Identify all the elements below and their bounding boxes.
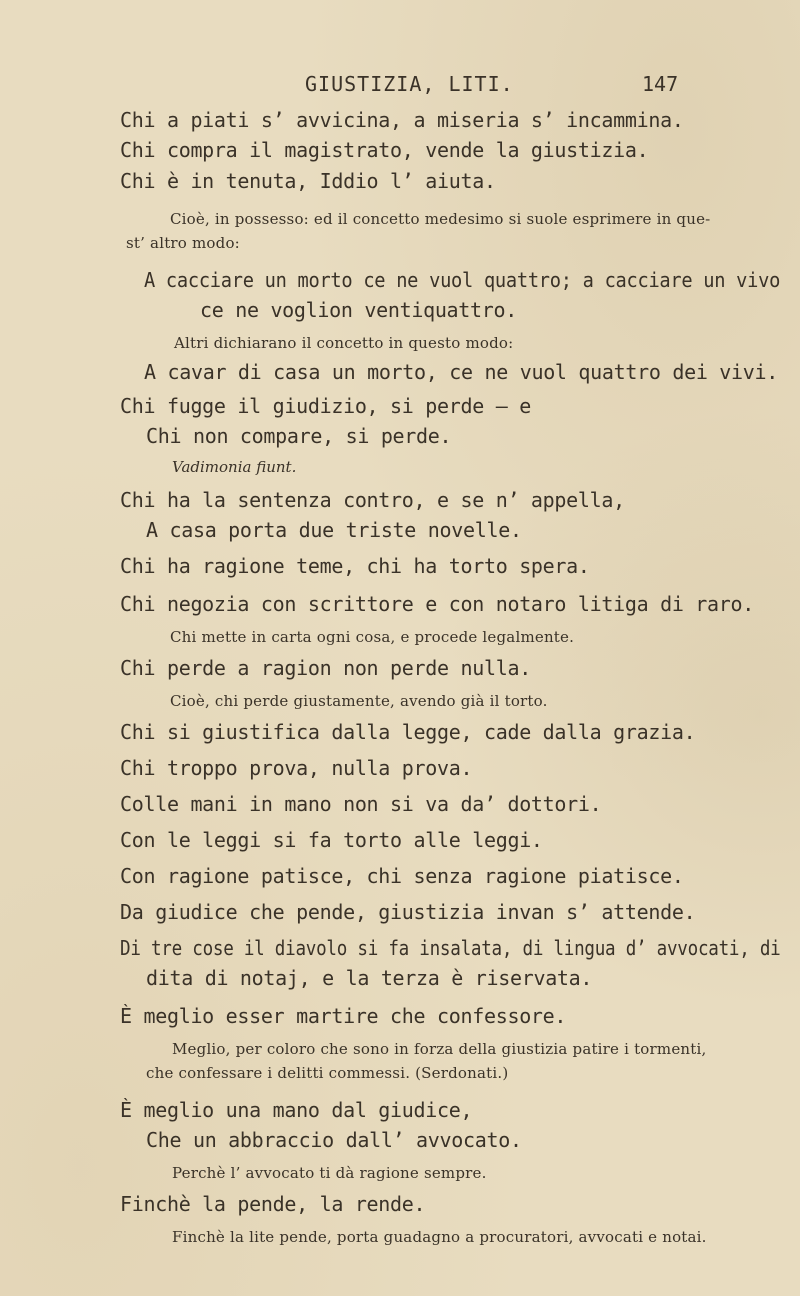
proverb-line: Colle mani in mano non si va da’ dottori. [120, 792, 602, 816]
proverb-line: Da giudice che pende, giustizia invan s’ attende. [120, 900, 696, 924]
commentary-line: Cioè, chi perde giustamente, avendo già il torto. [170, 692, 548, 710]
commentary-line: Cioè, in possesso: ed il concetto medesimo si suole esprimere in que- [170, 210, 711, 228]
proverb-line: Chi a piati s’ avvicina, a miseria s’ incammina. [120, 108, 684, 132]
proverb-line: Finchè la pende, la rende. [120, 1192, 426, 1216]
proverb-line: Di tre cose il diavolo si fa insalata, di lingua d’ avvocati, di [120, 936, 781, 960]
commentary-text: che confessare i delitti commessi. (Serdonati.) [146, 1064, 509, 1082]
proverb-line: A cavar di casa un morto, ce ne vuol quattro dei vivi. [144, 360, 779, 384]
proverb-line: È meglio esser martire che confessore. [120, 1004, 567, 1028]
proverb-line: dita di notaj, e la terza è riservata. [146, 966, 593, 990]
commentary-line: Meglio, per coloro che sono in forza della giustizia patire i tormenti, [172, 1040, 707, 1058]
commentary-line: Finchè la lite pende, porta guadagno a procuratori, avvocati e notai. [172, 1228, 707, 1246]
proverb-line: Chi è in tenuta, Iddio l’ aiuta. [120, 169, 496, 193]
proverb-line: Chi fugge il giudizio, si perde — e [120, 394, 531, 418]
running-title: GIUSTIZIA, LITI. [305, 72, 514, 96]
proverb-line: Chi perde a ragion non perde nulla. [120, 656, 531, 680]
proverb-line: A cacciare un morto ce ne vuol quattro; a cacciare un vivo [144, 268, 781, 292]
proverb-line: Con le leggi si fa torto alle leggi. [120, 828, 543, 852]
commentary-line: st’ altro modo: [126, 234, 240, 252]
proverb-line: Chi ha ragione teme, chi ha torto spera. [120, 554, 590, 578]
proverb-line: Che un abbraccio dall’ avvocato. [146, 1128, 522, 1152]
proverb-line: A casa porta due triste novelle. [146, 518, 522, 542]
proverb-line: Chi si giustifica dalla legge, cade dalla grazia. [120, 720, 696, 744]
commentary-line: Vadimonia fiunt. [172, 458, 297, 476]
commentary-line: Chi mette in carta ogni cosa, e procede legalmente. [170, 628, 575, 646]
commentary-line: Altri dichiarano il concetto in questo modo: [174, 334, 514, 352]
proverb-line: Chi negozia con scrittore e con notaro litiga di raro. [120, 592, 755, 616]
page-header [0, 72, 800, 102]
proverb-line: ce ne voglion ventiquattro. [200, 298, 518, 322]
commentary-line: Perchè l’ avvocato ti dà ragione sempre. [172, 1164, 487, 1182]
proverb-line: Chi ha la sentenza contro, e se n’ appella, [120, 488, 625, 512]
commentary-line [146, 1064, 508, 1082]
proverb-line: Chi non compare, si perde. [146, 424, 452, 448]
proverb-line: Con ragione patisce, chi senza ragione piatisce. [120, 864, 684, 888]
proverb-line: È meglio una mano dal giudice, [120, 1098, 473, 1122]
page-number: 147 [642, 72, 679, 96]
proverb-line: Chi compra il magistrato, vende la giustizia. [120, 138, 649, 162]
proverb-line: Chi troppo prova, nulla prova. [120, 756, 473, 780]
